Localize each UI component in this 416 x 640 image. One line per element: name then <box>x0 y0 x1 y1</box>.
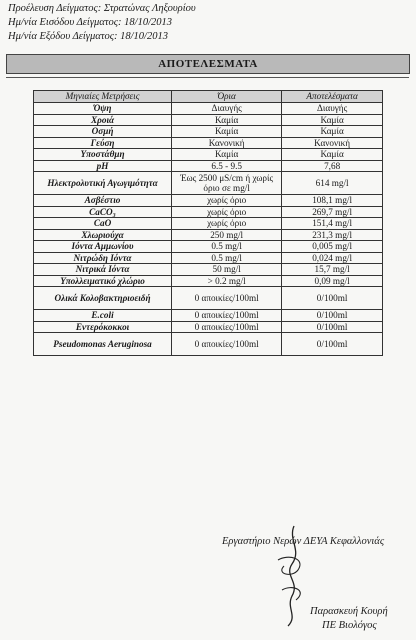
sample-origin: Προέλευση Δείγματος: Στρατώνας Ληξουρίου <box>8 3 196 14</box>
lab-name: Εργαστήριο Νερών ΔΕΥΑ Κεφαλλονιάς <box>222 536 385 547</box>
limit-cell: 0.5 mg/l <box>172 252 282 264</box>
result-cell: 269,7 mg/l <box>282 206 383 218</box>
signatory-role: ΠΕ Βιολόγος <box>322 620 377 631</box>
limit-cell: Καμία <box>172 114 282 126</box>
sample-exit-date: Ημ/νία Εξόδου Δείγματος: 18/10/2013 <box>8 31 168 42</box>
table-row <box>34 333 383 356</box>
table-row <box>34 137 383 149</box>
column-header-results: Αποτελέσματα <box>282 91 383 103</box>
table-row <box>34 287 383 310</box>
parameter-cell: Οσμή <box>34 126 172 138</box>
column-header-parameter: Μηνιαίες Μετρήσεις <box>34 91 172 103</box>
result-cell: Κανονική <box>282 137 383 149</box>
sample-entry-date: Ημ/νία Εισόδου Δείγματος: 18/10/2013 <box>8 17 172 28</box>
parameter-cell: Νιτρικά Ιόντα <box>34 264 172 276</box>
result-cell: 0/100ml <box>282 333 383 356</box>
table-row <box>34 241 383 253</box>
result-cell: 7,68 <box>282 160 383 172</box>
result-cell: 151,4 mg/l <box>282 218 383 230</box>
limit-cell: 0.5 mg/l <box>172 241 282 253</box>
parameter-cell: Εντερόκοκκοι <box>34 321 172 333</box>
parameter-cell: Χλωριούχα <box>34 229 172 241</box>
limit-cell: Κανονική <box>172 137 282 149</box>
table-row <box>34 172 383 195</box>
result-cell: 0,005 mg/l <box>282 241 383 253</box>
table-row <box>34 149 383 161</box>
parameter-cell: pH <box>34 160 172 172</box>
limit-cell: 6.5 - 9.5 <box>172 160 282 172</box>
parameter-cell: Υποστάθμη <box>34 149 172 161</box>
parameter-cell: Νιτρώδη Ιόντα <box>34 252 172 264</box>
limit-cell: 0 αποικίες/100ml <box>172 287 282 310</box>
result-cell: 15,7 mg/l <box>282 264 383 276</box>
limit-cell: χωρίς όριο <box>172 218 282 230</box>
limit-cell: 0 αποικίες/100ml <box>172 333 282 356</box>
limit-cell: Διαυγής <box>172 103 282 115</box>
table-row <box>34 206 383 218</box>
parameter-cell: Ηλεκτρολυτική Αγωγιμότητα <box>34 172 172 195</box>
result-cell: 231,3 mg/l <box>282 229 383 241</box>
parameter-cell: Όψη <box>34 103 172 115</box>
table-row <box>34 160 383 172</box>
parameter-cell: Pseudomonas Aeruginosa <box>34 333 172 356</box>
result-cell: 0/100ml <box>282 310 383 322</box>
limit-cell: Καμία <box>172 126 282 138</box>
result-cell: Καμία <box>282 114 383 126</box>
result-cell: 614 mg/l <box>282 172 383 195</box>
result-cell: Καμία <box>282 149 383 161</box>
limit-cell: 250 mg/l <box>172 229 282 241</box>
result-cell: 0,09 mg/l <box>282 275 383 287</box>
limit-cell: 0 αποικίες/100ml <box>172 321 282 333</box>
table-row <box>34 229 383 241</box>
parameter-cell: Χροιά <box>34 114 172 126</box>
result-cell: Διαυγής <box>282 103 383 115</box>
table-row <box>34 264 383 276</box>
parameter-cell: Ολικά Κολοβακτηριοειδή <box>34 287 172 310</box>
limit-cell: χωρίς όριο <box>172 206 282 218</box>
signatory-name: Παρασκευή Κουρή <box>310 606 388 617</box>
sample-info <box>8 2 196 44</box>
table-row <box>34 103 383 115</box>
parameter-cell: Υπολλειματικό χλώριο <box>34 275 172 287</box>
parameter-cell: Ιόντα Αμμωνίου <box>34 241 172 253</box>
divider <box>6 77 409 78</box>
result-cell: 0,024 mg/l <box>282 252 383 264</box>
limit-cell: > 0.2 mg/l <box>172 275 282 287</box>
parameter-cell: E.coli <box>34 310 172 322</box>
table-row <box>34 275 383 287</box>
limit-cell: Καμία <box>172 149 282 161</box>
table-row <box>34 195 383 207</box>
table-row <box>34 126 383 138</box>
result-cell: 108,1 mg/l <box>282 195 383 207</box>
parameter-cell: Ασβέστιο <box>34 195 172 207</box>
result-cell: 0/100ml <box>282 287 383 310</box>
column-header-limits: Όρια <box>172 91 282 103</box>
table-row <box>34 310 383 322</box>
results-title: ΑΠΟΤΕΛΕΣΜΑΤΑ <box>6 54 410 74</box>
table-row <box>34 252 383 264</box>
limit-cell: Έως 2500 μS/cm ή χωρίς όριο σε mg/l <box>172 172 282 195</box>
table-header-row <box>34 91 383 103</box>
limit-cell: χωρίς όριο <box>172 195 282 207</box>
limit-cell: 0 αποικίες/100ml <box>172 310 282 322</box>
results-table <box>33 90 383 356</box>
parameter-cell: CaO <box>34 218 172 230</box>
parameter-cell: CaCO₃ <box>34 206 172 218</box>
table-row <box>34 218 383 230</box>
result-cell: 0/100ml <box>282 321 383 333</box>
table-row <box>34 321 383 333</box>
result-cell: Καμία <box>282 126 383 138</box>
limit-cell: 50 mg/l <box>172 264 282 276</box>
table-row <box>34 114 383 126</box>
parameter-cell: Γεύση <box>34 137 172 149</box>
